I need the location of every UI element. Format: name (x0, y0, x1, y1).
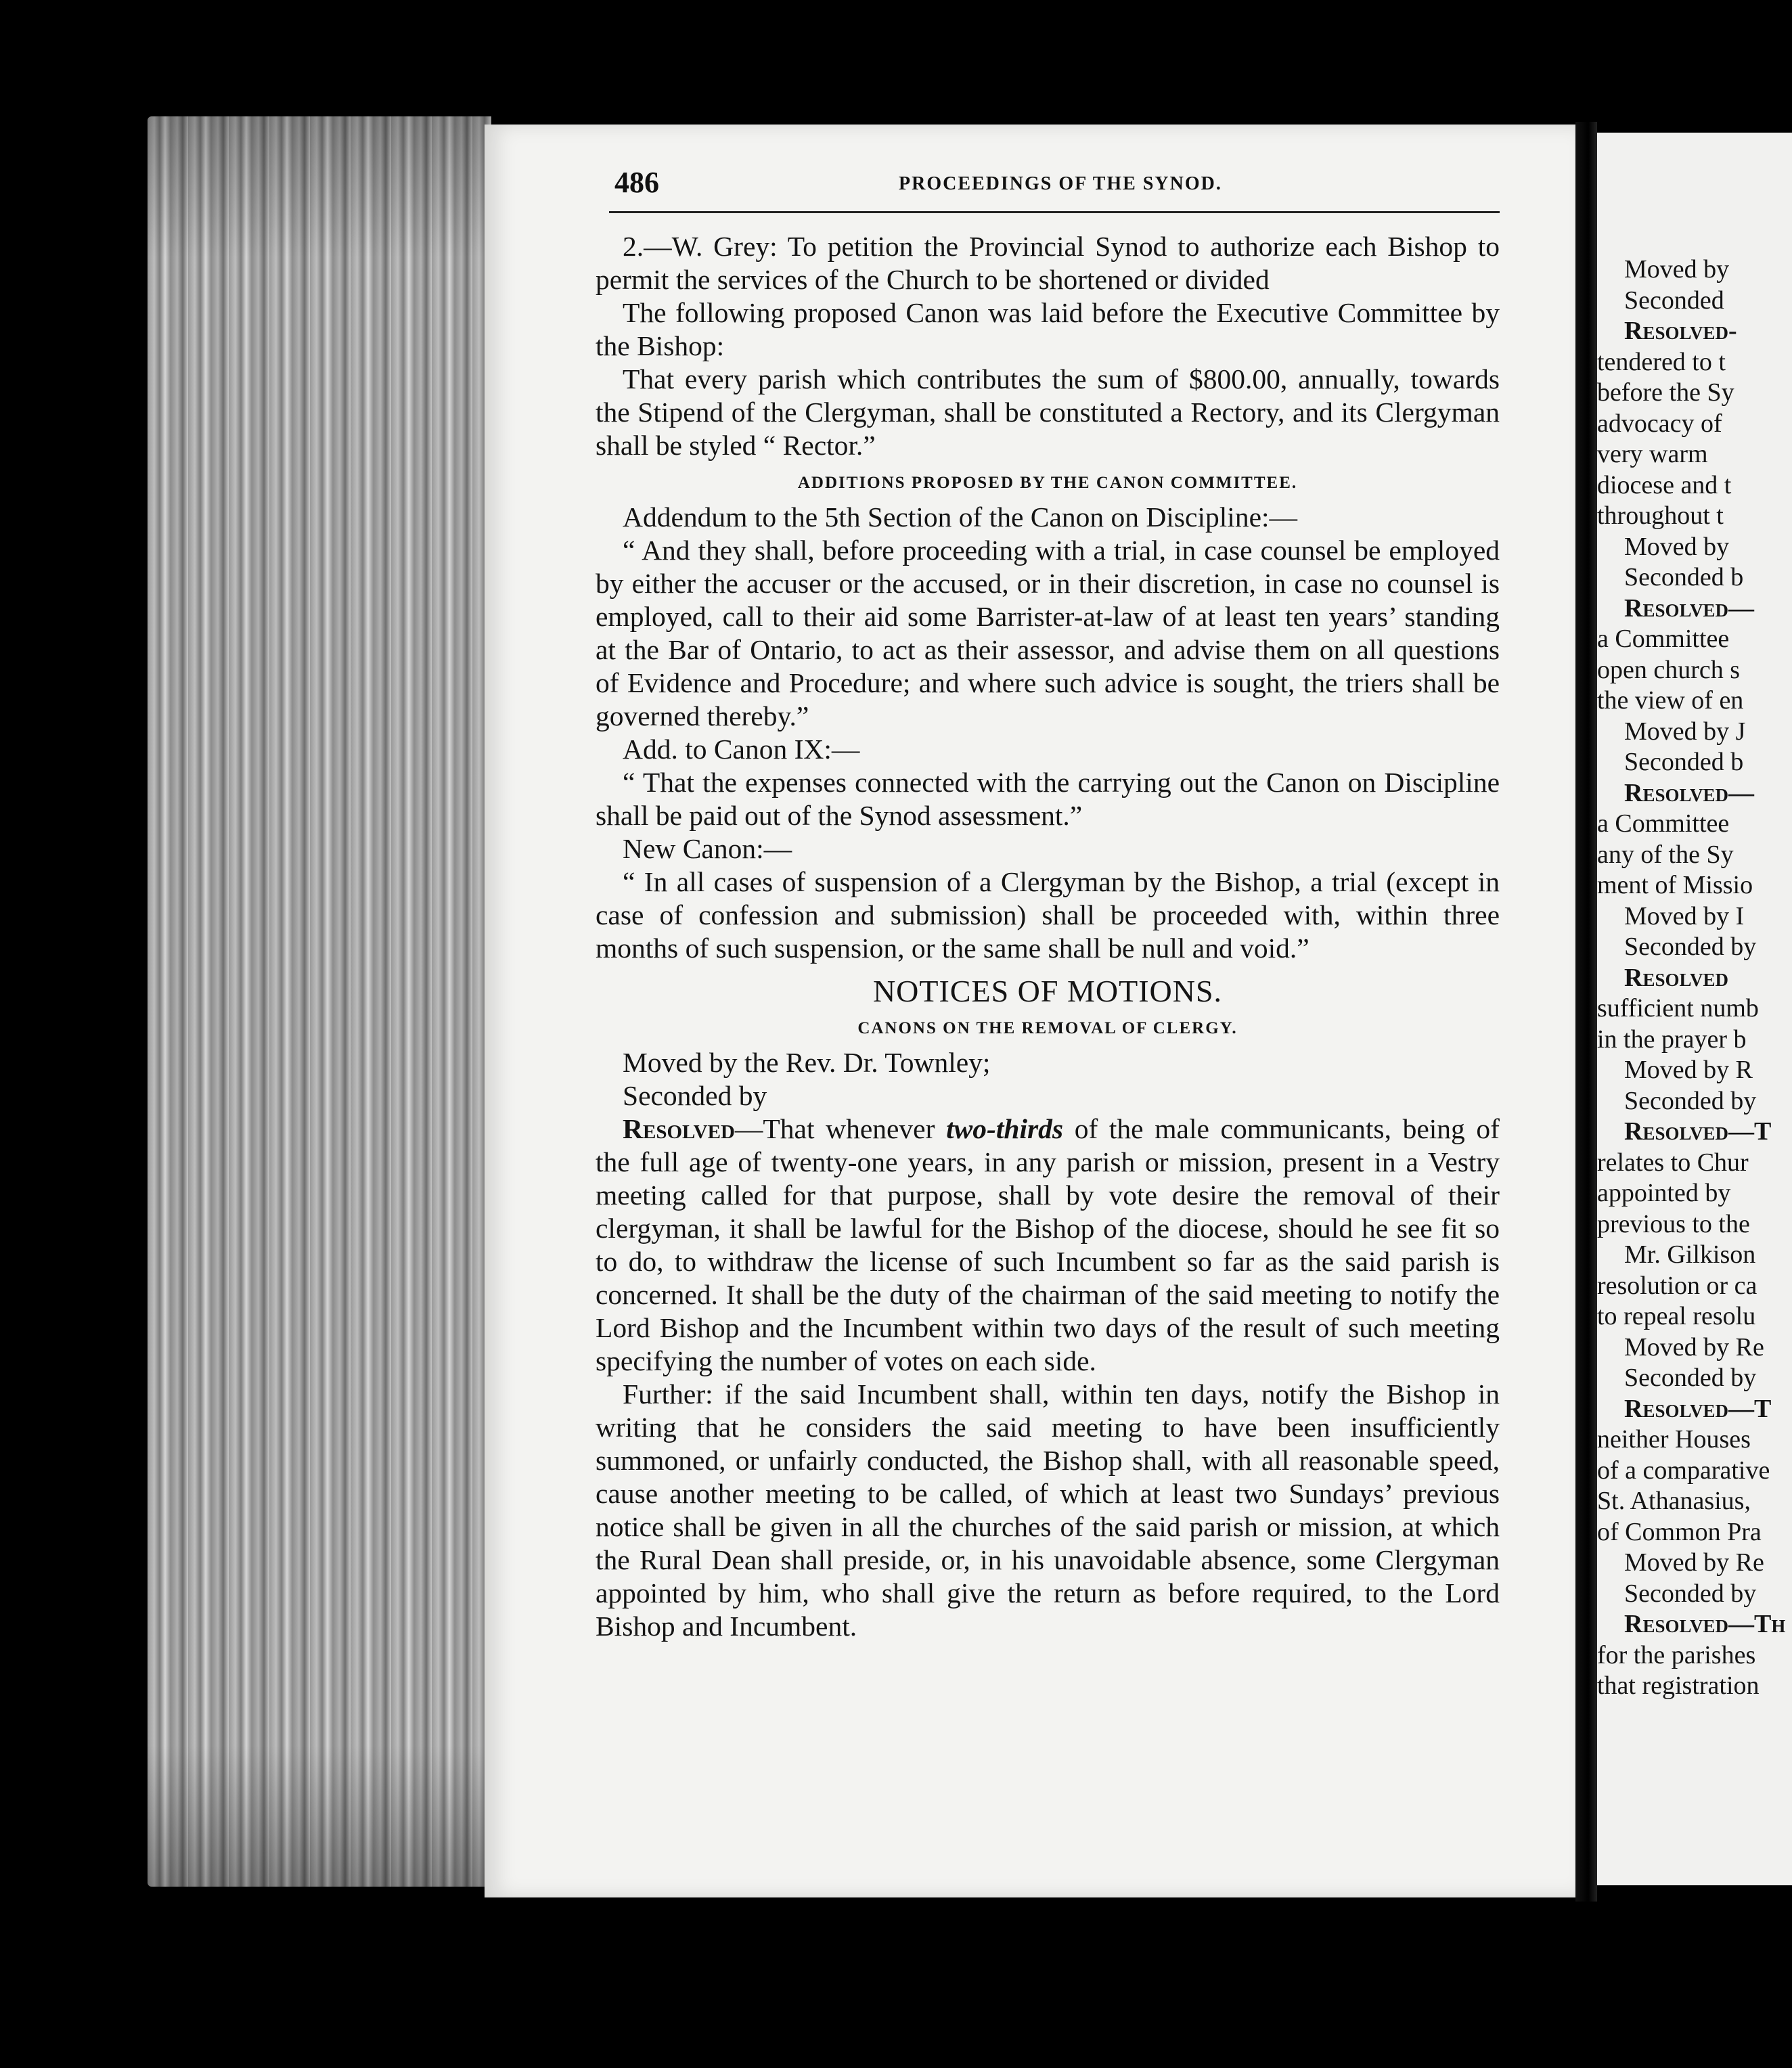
right-page-line: to repeal resolu (1597, 1302, 1756, 1330)
right-page-line: open church s (1597, 655, 1741, 684)
moved-by-line: Moved by the Rev. Dr. Townley; (623, 1047, 991, 1078)
right-page-line: Resolved- (1624, 317, 1737, 345)
book-page-edges (148, 116, 491, 1887)
right-page-line: throughout t (1597, 501, 1724, 530)
right-page-line: in the prayer b (1597, 1025, 1747, 1054)
right-page-line: ment of Missio (1597, 871, 1753, 899)
right-page-line: Moved by R (1624, 1056, 1753, 1084)
right-page-line: for the parishes (1597, 1640, 1756, 1669)
right-page-line: Resolved— (1624, 778, 1755, 807)
right-page-line: tendered to t (1597, 347, 1726, 376)
right-page-line: neither Houses (1597, 1425, 1751, 1454)
right-page-line: Mr. Gilkison (1624, 1240, 1756, 1269)
paragraph: Further: if the said Incumbent shall, within ten days, notify the Bishop in writing that he considers the said meeting to have been insufficiently summoned, or unfairly conducted, the Bishop shall, with all reasonable speed, cause another meeting to be called, of which at least two Sundays’ previous notice shall be given in all the churches of the said parish or mission, at which the Rural Dean shall preside, or, in his unavoidable absence, some Clergyman appointed by him, who shall give the return as before required, to the Lord Bishop and Incumbent. (596, 1378, 1500, 1642)
right-page-line: very warm (1597, 440, 1708, 468)
left-page-body (596, 230, 1500, 1643)
right-page-line: Moved by (1624, 255, 1730, 284)
right-page-line: previous to the (1597, 1209, 1750, 1238)
right-page-line: Resolved—T (1624, 1394, 1772, 1423)
right-page-line: Resolved—T (1624, 1117, 1772, 1146)
right-page-line: of a comparative (1597, 1456, 1770, 1485)
section-heading-canons: CANONS ON THE REMOVAL OF CLERGY. (857, 1019, 1238, 1037)
header-rule (609, 211, 1500, 213)
right-page-line: any of the Sy (1597, 840, 1734, 869)
paragraph: New Canon:— (623, 833, 792, 864)
paragraph: Add. to Canon IX:— (623, 734, 860, 765)
right-page-line: before the Sy (1597, 378, 1734, 407)
paragraph: Addendum to the 5th Section of the Canon on Discipline:— (623, 501, 1298, 533)
right-page-line: Moved by I (1624, 901, 1745, 930)
right-page-line: diocese and t (1597, 470, 1732, 499)
right-page-line: Seconded b (1624, 748, 1744, 776)
book-gutter (1575, 122, 1597, 1902)
right-page-line: a Committee (1597, 625, 1730, 653)
right-page-line: Moved by J (1624, 717, 1746, 746)
paragraph: “ In all cases of suspension of a Clergyman by the Bishop, a trial (except in case of confession and submission) shall be proceeded with, within three months of such suspension, or the same shall be null and void.” (596, 866, 1500, 964)
right-page-line: Seconded by (1624, 1086, 1757, 1115)
paragraph: That every parish which contributes the sum of $800.00, annually, towards the Stipend of the Clergyman, shall be constituted a Rectory, and its Clergyman shall be styled “ Rector.” (596, 363, 1500, 461)
right-page-line: Moved by Re (1624, 1548, 1764, 1577)
right-page-line: appointed by (1597, 1179, 1731, 1207)
paragraph: “ That the expenses connected with the carrying out the Canon on Discipline shall be paid out of the Synod assessment.” (596, 767, 1500, 831)
resolved-text-end: of the male communicants, being of the full age of twenty-one years, in any parish or mission, present in a Vestry meeting called for that purpose, shall by vote desire the removal of their clergyman, it shall be lawful for the Bishop of the diocese, should he see fit so to do, to withdraw the license of such Incumbent so far as the said parish is concerned. It shall be the duty of the chairman of the said meeting to notify the Lord Bishop and the Incumbent within two days of the result of such meeting specifying the number of votes on each side. (596, 1113, 1500, 1376)
right-page-line: Seconded by (1624, 1364, 1757, 1392)
section-heading-additions: ADDITIONS PROPOSED BY THE CANON COMMITTEE. (797, 474, 1298, 492)
seconded-by-line: Seconded by (623, 1080, 767, 1111)
right-page-line: Resolved (1624, 963, 1729, 992)
right-page-line: relates to Chur (1597, 1148, 1749, 1177)
page-number: 486 (614, 166, 659, 199)
right-page-line: sufficient numb (1597, 994, 1759, 1022)
right-page-line: Seconded by (1624, 1579, 1757, 1608)
paragraph: “ And they shall, before proceeding with a trial, in case counsel be employed by either the accuser or the accused, or in their discretion, in case no counsel is employed, call to their aid some Barrister-at-law of at least ten years’ standing at the Bar of Ontario, to act as their assessor, and advise them on all questions of Evidence and Procedure; and where such advice is sought, the triers shall be governed thereby.” (596, 535, 1500, 732)
right-page-line: of Common Pra (1597, 1517, 1762, 1546)
resolved-text-start: —That whenever (734, 1113, 947, 1144)
right-page-line: resolution or ca (1597, 1271, 1757, 1300)
right-page-line: Resolved— (1624, 593, 1755, 623)
right-page-partial (1597, 133, 1792, 1885)
right-page-line: Moved by (1624, 532, 1730, 561)
right-page-line: Seconded by (1624, 932, 1757, 961)
resolved-emphasis: two-thirds (946, 1113, 1064, 1144)
right-page-line: a Committee (1597, 809, 1730, 838)
section-heading-notices: NOTICES OF MOTIONS. (872, 974, 1223, 1008)
right-page-line: the view of en (1597, 686, 1744, 715)
right-page-line: that registration (1597, 1671, 1760, 1700)
right-page-line: Seconded (1624, 286, 1724, 315)
resolved-label: Resolved (623, 1113, 735, 1144)
right-page-line: advocacy of (1597, 409, 1722, 438)
running-head: PROCEEDINGS OF THE SYNOD. (899, 173, 1222, 194)
paragraph: 2.—W. Grey: To petition the Provincial Synod to authorize each Bishop to permit the services of the Church to be shortened or divided (596, 231, 1500, 295)
resolved-paragraph (596, 1112, 1500, 1378)
right-page-line: Resolved—Th (1624, 1610, 1786, 1638)
right-page-line: Seconded b (1624, 563, 1744, 591)
paragraph: The following proposed Canon was laid before the Executive Committee by the Bishop: (596, 297, 1500, 361)
right-page-text (1597, 254, 1792, 1702)
right-page-line: Moved by Re (1624, 1332, 1764, 1362)
right-page-line: St. Athanasius, (1597, 1487, 1751, 1515)
